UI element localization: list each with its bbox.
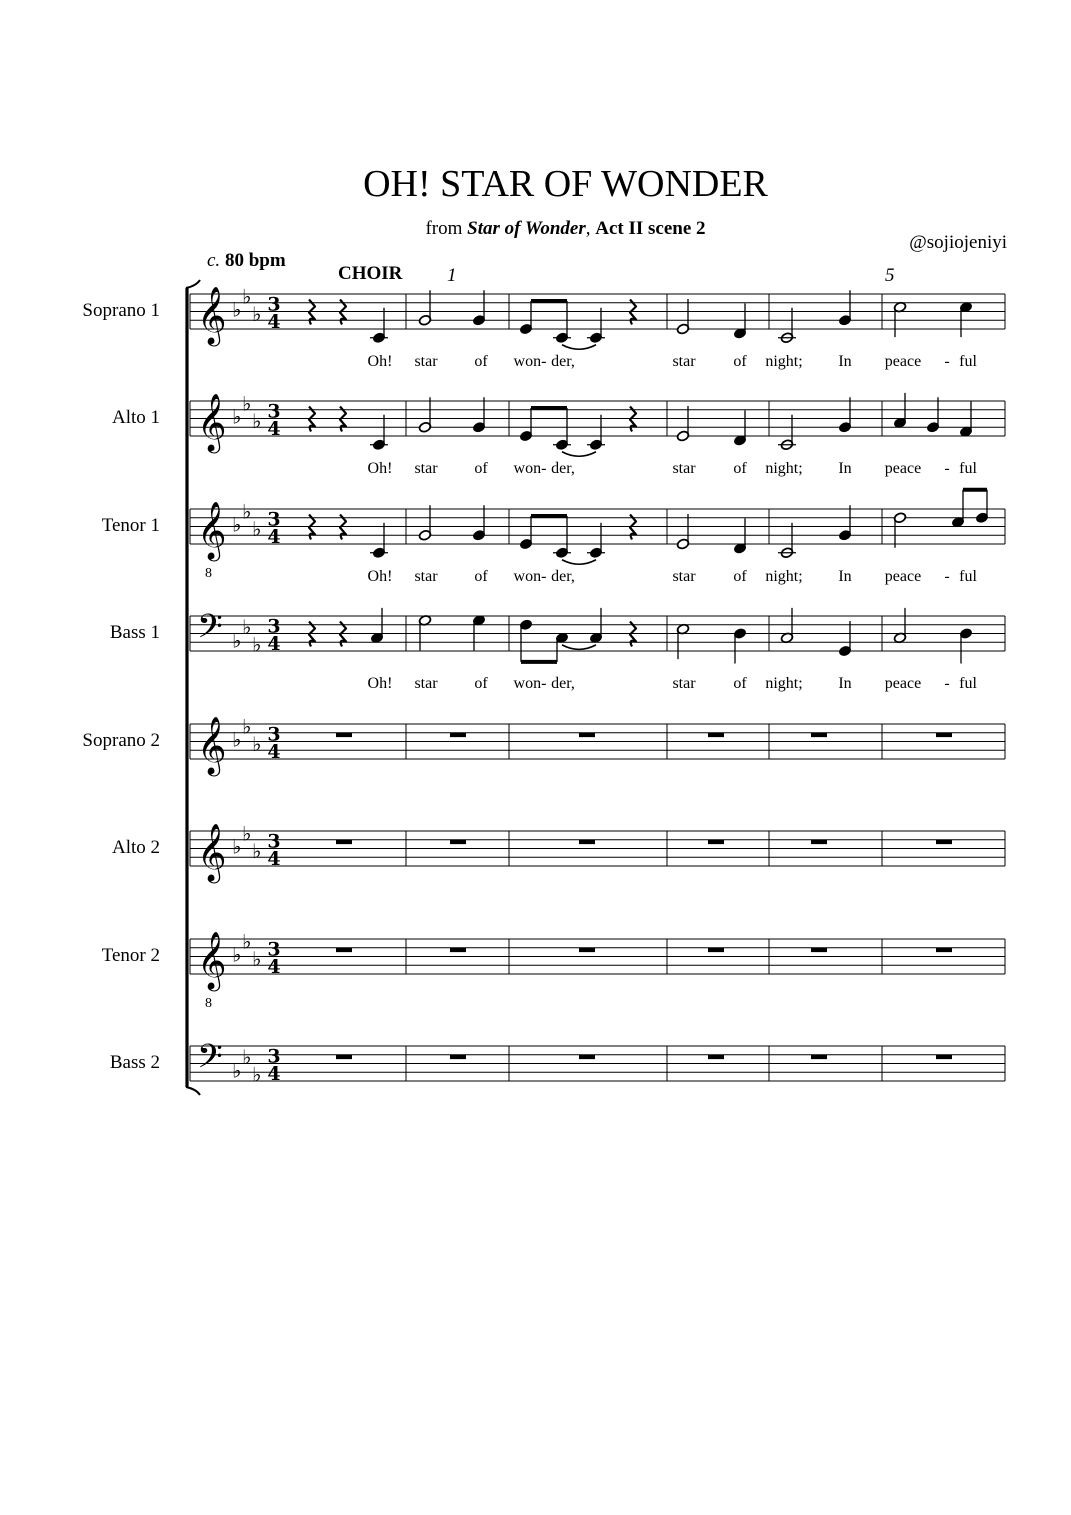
staff-4-lyric: - xyxy=(944,675,950,692)
staff-4-key-flat: ♭ xyxy=(252,632,262,657)
instrument-name-6: Alto 2 xyxy=(111,837,160,858)
staff-3-lyric: star xyxy=(672,568,696,585)
staff-1-time-top: 3 xyxy=(267,293,281,316)
staff-4-lyric: star xyxy=(672,675,696,692)
staff-7-time-top: 3 xyxy=(267,938,281,961)
staff-3-time-top: 3 xyxy=(267,508,281,531)
staff-3-lyric: peace xyxy=(884,568,922,585)
staff-6-whole-rest xyxy=(811,840,827,844)
staff-2-tie xyxy=(562,452,596,457)
staff-1-lyric: - xyxy=(944,353,950,370)
staff-5-whole-rest xyxy=(811,733,827,737)
staff-8-whole-rest xyxy=(936,1055,952,1059)
staff-2-key-flat: ♭ xyxy=(252,408,262,433)
staff-7-whole-rest xyxy=(936,948,952,952)
staff-3-lyric: won- xyxy=(513,568,547,585)
staff-7-whole-rest xyxy=(811,948,827,952)
staff-6-key-flat: ♭ xyxy=(242,821,252,846)
staff-1-key-flat: ♭ xyxy=(242,284,252,309)
staff-2-lyric: - xyxy=(944,460,950,477)
staff-3-lyric: In xyxy=(838,568,852,585)
staff-2-lyric: of xyxy=(733,460,747,477)
staff-3-lyric: of xyxy=(474,568,488,585)
staff-3-key-flat: ♭ xyxy=(232,512,242,537)
staff-1-lyric: night; xyxy=(765,353,803,370)
staff-1-lyric: ful xyxy=(959,353,977,370)
staff-2-treble-clef: 𝄞 xyxy=(197,393,227,451)
staff-7-key-flat: ♭ xyxy=(252,946,262,971)
staff-6-whole-rest xyxy=(579,840,595,844)
staff-8-whole-rest xyxy=(450,1055,466,1059)
staff-6-time-top: 3 xyxy=(267,830,281,853)
staff-8-time-top: 3 xyxy=(267,1045,281,1068)
staff-3-time-bottom: 4 xyxy=(267,526,281,548)
staff-2-time-bottom: 4 xyxy=(267,418,281,440)
staff-5-key-flat: ♭ xyxy=(242,714,252,739)
staff-4-lyric: peace xyxy=(884,675,922,692)
staff-3-key-flat: ♭ xyxy=(242,499,252,524)
staff-2-lyric: won- xyxy=(513,460,547,477)
staff-4-time-bottom: 4 xyxy=(267,633,281,655)
staff-1-lyric: won- xyxy=(513,353,547,370)
staff-4-tie xyxy=(562,645,596,650)
staff-7-key-flat: ♭ xyxy=(242,929,252,954)
staff-1-lyric: der, xyxy=(551,353,575,370)
staff-2-lyric: Oh! xyxy=(367,460,393,477)
staff-1-lyric: of xyxy=(474,353,488,370)
staff-1-tie xyxy=(562,345,596,350)
staff-7-whole-rest xyxy=(708,948,724,952)
staff-5-time-top: 3 xyxy=(267,723,281,746)
staff-7-key-flat: ♭ xyxy=(232,942,242,967)
page-title: OH! STAR OF WONDER xyxy=(363,163,768,205)
staff-4-lyric: Oh! xyxy=(367,675,393,692)
staff-1-lyric: star xyxy=(414,353,438,370)
staff-4-lyric: der, xyxy=(551,675,575,692)
staff-6-whole-rest xyxy=(336,840,352,844)
staff-8-time-bottom: 4 xyxy=(267,1063,281,1085)
staff-5-whole-rest xyxy=(336,733,352,737)
staff-4-time-top: 3 xyxy=(267,615,281,638)
staff-4-lyric: star xyxy=(414,675,438,692)
subtitle-sep: , xyxy=(585,218,596,239)
staff-6-key-flat: ♭ xyxy=(252,838,262,863)
instrument-name-2: Alto 1 xyxy=(111,407,160,428)
staff-5-whole-rest xyxy=(708,733,724,737)
staff-3-lyric: Oh! xyxy=(367,568,393,585)
staff-2-lyric: night; xyxy=(765,460,803,477)
staff-3-lyric: - xyxy=(944,568,950,585)
staff-4-bass-clef: 𝄢 xyxy=(197,608,223,654)
staff-7-time-bottom: 4 xyxy=(267,956,281,978)
staff-2-lyric: ful xyxy=(959,460,977,477)
instrument-name-1: Soprano 1 xyxy=(82,300,160,321)
staff-2-lyric: der, xyxy=(551,460,575,477)
bracket-bottom-hook xyxy=(186,1087,200,1095)
staff-8-whole-rest xyxy=(336,1055,352,1059)
staff-6-whole-rest xyxy=(936,840,952,844)
subtitle-work: Star of Wonder xyxy=(467,218,586,239)
staff-7-octave-8: 8 xyxy=(205,996,212,1011)
composer-credit: @sojiojeniyi xyxy=(909,232,1007,253)
staff-2-lyric: In xyxy=(838,460,852,477)
staff-1-lyric: of xyxy=(733,353,747,370)
staff-4-lyric: ful xyxy=(959,675,977,692)
staff-5-whole-rest xyxy=(936,733,952,737)
staff-7-whole-rest xyxy=(579,948,595,952)
staff-7-whole-rest xyxy=(336,948,352,952)
staff-8-whole-rest xyxy=(579,1055,595,1059)
subtitle-prefix: from xyxy=(425,218,468,239)
staff-4-lyric: of xyxy=(474,675,488,692)
staff-3-lyric: ful xyxy=(959,568,977,585)
staff-2-time-top: 3 xyxy=(267,400,281,423)
staff-2-lyric: star xyxy=(414,460,438,477)
section-label: CHOIR xyxy=(338,263,403,284)
measure-number-5: 5 xyxy=(885,265,895,286)
staff-5-whole-rest xyxy=(450,733,466,737)
tempo-c: c. xyxy=(207,250,221,271)
staff-1-key-flat: ♭ xyxy=(232,297,242,322)
staff-3-key-flat: ♭ xyxy=(252,516,262,541)
staff-7-treble-clef: 𝄞 xyxy=(197,931,227,989)
staff-1-time-bottom: 4 xyxy=(267,311,281,333)
staff-3-lyric: der, xyxy=(551,568,575,585)
staff-5-whole-rest xyxy=(579,733,595,737)
staff-5-time-bottom: 4 xyxy=(267,741,281,763)
staff-2-lyric: of xyxy=(474,460,488,477)
staff-6-time-bottom: 4 xyxy=(267,848,281,870)
staff-8-key-flat: ♭ xyxy=(242,1045,252,1070)
staff-4-lyric: night; xyxy=(765,675,803,692)
staff-6-treble-clef: 𝄞 xyxy=(197,823,227,881)
staff-1-lyric: In xyxy=(838,353,852,370)
staff-4-lyric: won- xyxy=(513,675,547,692)
staff-3-lyric: star xyxy=(414,568,438,585)
staff-1-lyric: peace xyxy=(884,353,922,370)
subtitle-act: Act II scene 2 xyxy=(595,218,706,239)
staff-3-octave-8: 8 xyxy=(205,566,212,581)
staff-1-key-flat: ♭ xyxy=(252,301,262,326)
staff-4-lyric: In xyxy=(838,675,852,692)
instrument-name-7: Tenor 2 xyxy=(101,945,160,966)
tempo-bpm: 80 bpm xyxy=(224,250,286,271)
staff-1-lyric: star xyxy=(672,353,696,370)
staff-6-whole-rest xyxy=(450,840,466,844)
staff-3-treble-clef: 𝄞 xyxy=(197,501,227,559)
staff-5-treble-clef: 𝄞 xyxy=(197,716,227,774)
staff-3-lyric: of xyxy=(733,568,747,585)
staff-2-lyric: peace xyxy=(884,460,922,477)
instrument-name-8: Bass 2 xyxy=(109,1052,160,1073)
staff-8-bass-clef: 𝄢 xyxy=(197,1038,223,1084)
staff-4-lyric: of xyxy=(733,675,747,692)
instrument-name-5: Soprano 2 xyxy=(82,730,160,751)
staff-7-whole-rest xyxy=(450,948,466,952)
staff-8-key-flat: ♭ xyxy=(232,1058,242,1083)
staff-2-key-flat: ♭ xyxy=(242,391,252,416)
staff-1-treble-clef: 𝄞 xyxy=(197,286,227,344)
staff-8-whole-rest xyxy=(811,1055,827,1059)
staff-4-key-flat: ♭ xyxy=(232,628,242,653)
staff-3-lyric: night; xyxy=(765,568,803,585)
staff-1-lyric: Oh! xyxy=(367,353,393,370)
staff-4-key-flat: ♭ xyxy=(242,615,252,640)
staff-8-whole-rest xyxy=(708,1055,724,1059)
staff-2-key-flat: ♭ xyxy=(232,404,242,429)
staff-3-tie xyxy=(562,560,596,565)
instrument-name-4: Bass 1 xyxy=(109,622,160,643)
instrument-name-3: Tenor 1 xyxy=(101,515,160,536)
staff-2-lyric: star xyxy=(672,460,696,477)
staff-8-key-flat: ♭ xyxy=(252,1062,262,1087)
staff-5-key-flat: ♭ xyxy=(252,731,262,756)
staff-6-key-flat: ♭ xyxy=(232,834,242,859)
staff-5-key-flat: ♭ xyxy=(232,727,242,752)
measure-number-1: 1 xyxy=(447,265,457,286)
staff-6-whole-rest xyxy=(708,840,724,844)
